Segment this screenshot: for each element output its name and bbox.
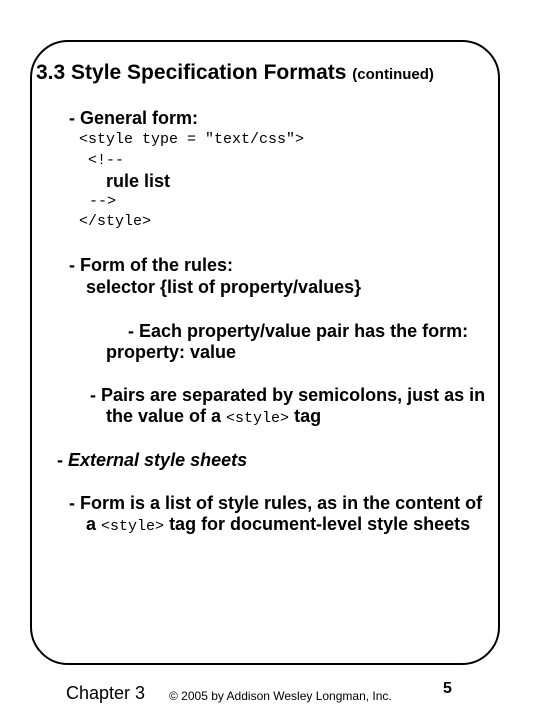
form-rules-heading: - Form of the rules: — [69, 255, 234, 275]
external-line2-post: tag for document-level style sheets — [169, 514, 471, 534]
external-line2 — [86, 514, 470, 537]
external-dash: - — [57, 450, 63, 470]
footer-copyright: © 2005 by Addison Wesley Longman, Inc. — [169, 689, 392, 703]
footer-chapter: Chapter 3 — [66, 683, 146, 703]
separator-line2 — [106, 406, 321, 429]
external-line2-pre: a — [86, 514, 97, 534]
code-line-style-close: </style> — [79, 213, 152, 230]
separator-line1: - Pairs are separated by semicolons, just as in — [90, 385, 486, 405]
style-tag-code: <style> — [226, 410, 290, 427]
general-form-heading: - General form: — [69, 108, 199, 128]
slide-title-suffix: (continued) — [352, 66, 434, 83]
code-line-comment-close: --> — [89, 193, 117, 210]
separator-line2-post: tag — [294, 406, 322, 426]
form-rules-body: selector {list of property/values} — [86, 277, 362, 297]
code-line-rule-list: rule list — [106, 171, 171, 191]
separator-line2-pre: the value of a — [106, 406, 222, 426]
external-sheets-heading — [57, 450, 247, 470]
external-heading-text: External style sheets — [68, 450, 248, 470]
external-line1: - Form is a list of style rules, as in the content of — [69, 493, 483, 513]
page-number: 5 — [443, 680, 452, 697]
style-tag-code: <style> — [101, 518, 165, 535]
slide-title — [36, 60, 434, 88]
code-line-comment-open: <!-- — [88, 152, 125, 169]
pair-form-line1: - Each property/value pair has the form: — [128, 321, 469, 341]
pair-form-line2: property: value — [106, 342, 237, 362]
slide-title-text: 3.3 Style Specification Formats — [36, 61, 347, 84]
code-line-style-open: <style type = "text/css"> — [79, 131, 305, 148]
